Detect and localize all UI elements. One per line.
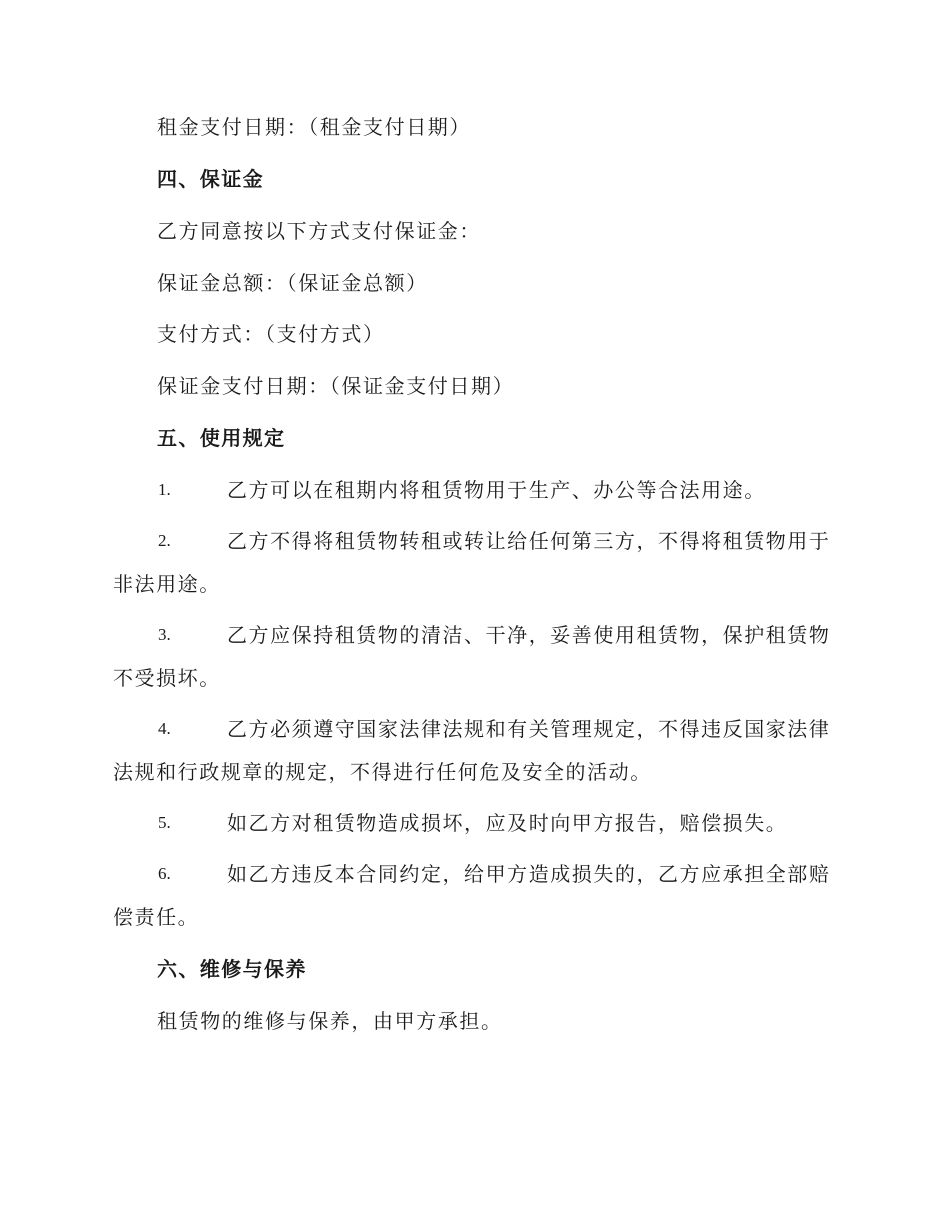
list-item-text: 如乙方违反本合同约定，给甲方造成损失的，乙方应承担全部赔: [227, 862, 831, 886]
section-6-heading: 六、维修与保养: [157, 957, 307, 981]
deposit-total-line: 保证金总额：（保证金总额）: [157, 271, 428, 295]
list-item-text: 乙方应保持租赁物的清洁、干净，妥善使用租赁物，保护租赁物: [227, 623, 831, 647]
list-item-text-continued: 法规和行政规章的规定，不得进行任何危及安全的活动。: [113, 760, 652, 784]
deposit-date-line: 保证金支付日期：（保证金支付日期）: [157, 374, 515, 398]
list-item-number: 3.: [158, 625, 171, 644]
rent-payment-date-line: 租金支付日期：（租金支付日期）: [157, 115, 471, 139]
list-item-text: 乙方可以在租期内将租赁物用于生产、办公等合法用途。: [227, 478, 766, 502]
list-item-text: 乙方不得将租赁物转租或转让给任何第三方，不得将租赁物用于: [227, 529, 831, 553]
list-item-text-continued: 不受损坏。: [113, 666, 221, 690]
list-item-text: 如乙方对租赁物造成损坏，应及时向甲方报告，赔偿损失。: [227, 811, 788, 835]
list-item-number: 4.: [158, 719, 171, 738]
list-item-text-continued: 非法用途。: [113, 572, 221, 596]
section-4-heading: 四、保证金: [157, 167, 264, 191]
maintenance-body: 租赁物的维修与保养，由甲方承担。: [157, 1009, 503, 1033]
section-5-heading: 五、使用规定: [157, 426, 286, 450]
list-item-number: 2.: [158, 531, 171, 550]
list-item-text: 乙方必须遵守国家法律法规和有关管理规定，不得违反国家法律: [227, 717, 831, 741]
deposit-method-line: 支付方式：（支付方式）: [157, 322, 385, 346]
list-item-number: 5.: [158, 813, 171, 832]
list-item-number: 1.: [158, 480, 171, 499]
list-item-number: 6.: [158, 864, 171, 883]
deposit-intro: 乙方同意按以下方式支付保证金：: [157, 219, 481, 243]
list-item-text-continued: 偿责任。: [113, 905, 200, 929]
